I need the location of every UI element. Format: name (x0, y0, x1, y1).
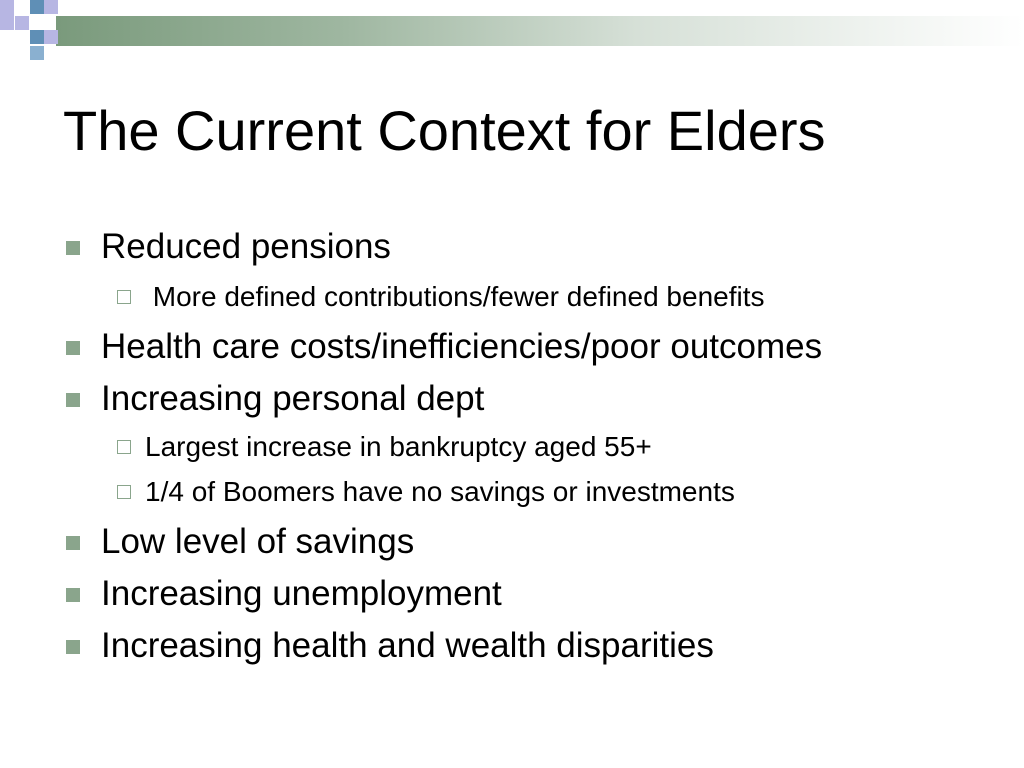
bullet-item: Low level of savings (101, 522, 415, 561)
filled-square-icon (66, 536, 80, 550)
filled-square-icon (66, 393, 80, 407)
bullet-item: Increasing health and wealth disparities (101, 626, 714, 665)
sub-bullet-item: Largest increase in bankruptcy aged 55+ (145, 431, 652, 462)
filled-square-icon (66, 640, 80, 654)
sub-bullet-item: More defined contributions/fewer defined benefits (145, 281, 765, 312)
filled-square-icon (66, 341, 80, 355)
bullet-item: Increasing personal dept (101, 379, 485, 418)
bullet-item: Reduced pensions (101, 227, 391, 266)
bullet-item: Increasing unemployment (101, 574, 502, 613)
hollow-square-icon (117, 440, 131, 454)
slide-title: The Current Context for Elders (63, 99, 826, 162)
hollow-square-icon (117, 485, 131, 499)
hollow-square-icon (117, 290, 131, 304)
bullet-item: Health care costs/inefficiencies/poor outcomes (101, 327, 823, 366)
filled-square-icon (66, 588, 80, 602)
sub-bullet-item: 1/4 of Boomers have no savings or investments (145, 476, 735, 507)
filled-square-icon (66, 241, 80, 255)
